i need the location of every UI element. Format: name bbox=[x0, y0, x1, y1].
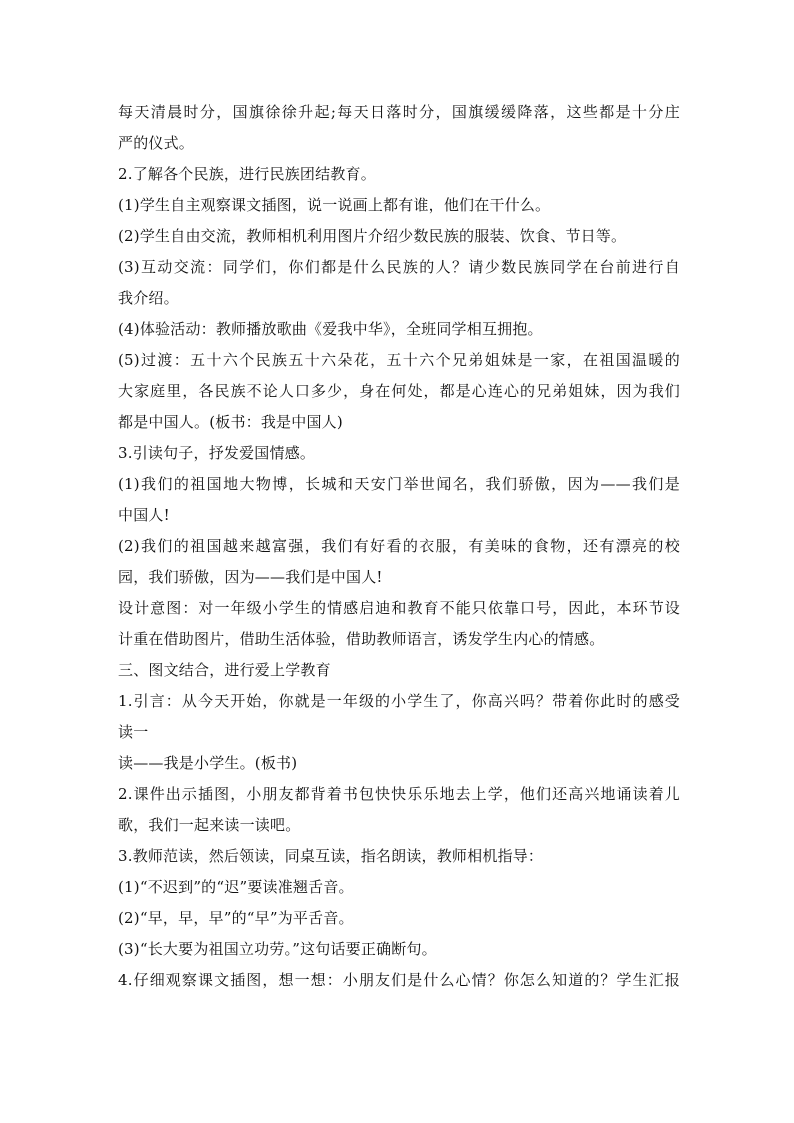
text-line: (3)互动交流：同学们，你们都是什么民族的人？请少数民族同学在台前进行自 bbox=[118, 258, 680, 276]
text-line: 4.仔细观察课文插图，想一想：小朋友们是什么心情？你怎么知道的？学生汇报 bbox=[118, 971, 680, 989]
text-line: (4)体验活动：教师播放歌曲《爱我中华》，全班同学相互拥抱。 bbox=[118, 320, 543, 338]
text-line: 1.引言：从今天开始，你就是一年级的小学生了，你高兴吗？带着你此时的感受 bbox=[118, 692, 680, 710]
text-line: (2)我们的祖国越来越富强，我们有好看的衣服，有美味的食物，还有漂亮的校 bbox=[118, 537, 680, 555]
text-line: 3.教师范读，然后领读，同桌互读，指名朗读，教师相机指导： bbox=[118, 847, 544, 865]
text-line: (2)“早，早，早”的“早”为平舌音。 bbox=[118, 909, 354, 927]
document-body bbox=[118, 97, 680, 996]
text-line: (1)我们的祖国地大物博，长城和天安门举世闻名，我们骄傲，因为——我们是 bbox=[118, 475, 680, 493]
text-line: 中国人! bbox=[118, 506, 170, 524]
text-line: (3)“长大要为祖国立功劳。”这句话要正确断句。 bbox=[118, 940, 437, 958]
text-line: 歌，我们一起来读一读吧。 bbox=[118, 816, 301, 834]
text-line: (1)学生自主观察课文插图，说一说画上都有谁，他们在干什么。 bbox=[118, 196, 551, 214]
text-line: 2.课件出示插图，小朋友都背着书包快快乐乐地去上学，他们还高兴地诵读着儿 bbox=[118, 785, 680, 803]
text-line: 园，我们骄傲，因为——我们是中国人! bbox=[118, 568, 383, 586]
text-line: (5)过渡：五十六个民族五十六朵花，五十六个兄弟姐妹是一家，在祖国温暖的 bbox=[118, 351, 680, 369]
text-line: 读一 bbox=[118, 723, 149, 741]
text-line: 每天清晨时分，国旗徐徐升起;每天日落时分，国旗缓缓降落，这些都是十分庄 bbox=[118, 103, 680, 121]
text-line: 都是中国人。(板书：我是中国人) bbox=[118, 413, 343, 431]
text-line: 我介绍。 bbox=[118, 289, 179, 307]
section-heading: 三、图文结合，进行爱上学教育 bbox=[118, 661, 331, 679]
text-line: 大家庭里，各民族不论人口多少，身在何处，都是心连心的兄弟姐妹，因为我们 bbox=[118, 382, 680, 400]
section-heading: 2.了解各个民族，进行民族团结教育。 bbox=[118, 165, 376, 183]
text-line: (1)“不迟到”的“迟”要读准翘舌音。 bbox=[118, 878, 354, 896]
text-line: 设计意图：对一年级小学生的情感启迪和教育不能只依靠口号，因此，本环节设 bbox=[118, 599, 680, 617]
text-line: 读——我是小学生。(板书) bbox=[118, 754, 298, 772]
section-heading: 3.引读句子，抒发爱国情感。 bbox=[118, 444, 316, 462]
text-line: 严的仪式。 bbox=[118, 134, 195, 152]
text-line: (2)学生自由交流，教师相机利用图片介绍少数民族的服装、饮食、节日等。 bbox=[118, 227, 627, 245]
text-line: 计重在借助图片，借助生活体验，借助教师语言，诱发学生内心的情感。 bbox=[118, 630, 605, 648]
